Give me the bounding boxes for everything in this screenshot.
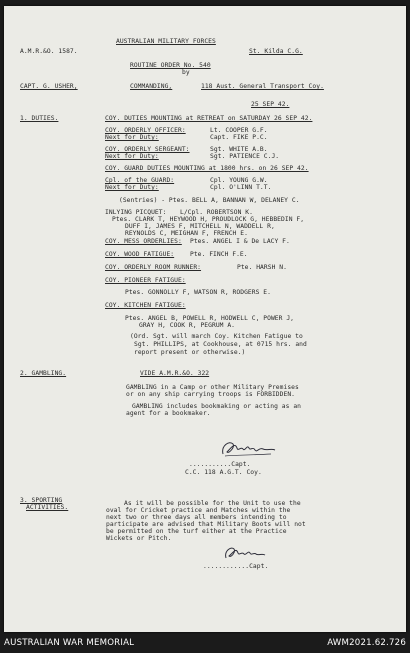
order-date: 25 SEP 42.	[251, 101, 290, 108]
next-for-duty-2-label: Next for Duty:	[105, 153, 159, 160]
next-for-duty-2-value: Sgt. PATIENCE C.J.	[210, 153, 280, 160]
next-for-duty-3-value: Cpl. O'LINN T.T.	[210, 184, 272, 191]
sporting-line-1: As it will be possible for the Unit to use the	[124, 500, 301, 507]
picquet-line-3: REYNOLDS C, MEIGHAN F, FRENCH E.	[125, 230, 248, 237]
signature-1-unit: C.C. 118 A.G.T. Coy.	[185, 469, 262, 476]
orderly-room-runner-value: Pte. HARSH N.	[237, 264, 287, 271]
orderly-sergeant-value: Sgt. WHITE A.B.	[210, 146, 268, 153]
duties-heading: 1. DUTIES.	[20, 115, 59, 122]
orderly-officer-value: Lt. COOPER G.F.	[210, 127, 268, 134]
coy-duties-line: COY. DUTIES MOUNTING at RETREAT on SATURDAY 26 SEP 42.	[105, 115, 313, 122]
sporting-line-6: Wickets or Pitch.	[106, 535, 172, 542]
inlying-picquet-label: INLYING PICQUET:	[105, 209, 167, 216]
gambling-line-4: agent for a bookmaker.	[126, 410, 211, 417]
gambling-heading: 2. GAMBLING.	[20, 370, 67, 377]
sporting-heading-2: ACTIVITIES.	[26, 504, 69, 511]
location: St. Kilda C.G.	[249, 48, 303, 55]
document-page	[4, 6, 406, 632]
commanding-label: COMMANDING,	[130, 83, 173, 90]
cpl-guard-label: Cpl. of the GUARD:	[105, 177, 175, 184]
next-for-duty-3-label: Next for Duty:	[105, 184, 159, 191]
guard-duties-line: COY. GUARD DUTIES MOUNTING at 1800 hrs. on 26 SEP 42.	[105, 165, 309, 172]
kitchen-fatigue-line-1: Ptes. ANGEL B, POWELL R, HODWELL C, POWER J,	[125, 315, 295, 322]
inlying-picquet-value: L/Cpl. ROBERTSON K.	[180, 209, 253, 216]
note-line-3: report present or otherwise.)	[134, 349, 246, 356]
order-number: ROUTINE ORDER No. 540	[130, 62, 211, 69]
vide-reference: VIDE A.M.R.&O. 322	[140, 370, 210, 377]
orderly-room-runner-label: COY. ORDERLY ROOM RUNNER:	[105, 264, 202, 271]
orderly-sergeant-label: COY. ORDERLY SERGEANT:	[105, 146, 190, 153]
cpl-guard-value: Cpl. YOUNG G.W.	[210, 177, 268, 184]
footer-accession-number: AWM2021.62.726	[327, 638, 406, 648]
orderly-officer-label: COY. ORDERLY OFFICER:	[105, 127, 186, 134]
picquet-line-2: DUFF I, JAMES F, MITCHELL N, WADDELL R,	[125, 223, 275, 230]
signature-1-line: ...........Capt.	[189, 461, 251, 468]
sporting-heading-1: 3. SPORTING	[20, 497, 63, 504]
unit-name: 118 Aust. General Transport Coy.	[201, 83, 324, 90]
signature-2	[222, 544, 268, 564]
footer-institution: AUSTRALIAN WAR MEMORIAL	[4, 638, 135, 648]
signature-1	[219, 438, 279, 460]
sporting-line-4: participate are advised that Military Boots will not	[106, 521, 306, 528]
kitchen-fatigue-label: COY. KITCHEN FATIGUE:	[105, 302, 186, 309]
commander-name: CAPT. G. USHER,	[20, 83, 78, 90]
sporting-line-2: oval for Cricket practice and Matches within the	[106, 507, 291, 514]
note-line-2: Sgt. PHILLIPS, at Cookhouse, at 0715 hrs. and	[134, 341, 307, 348]
signature-2-line: ............Capt.	[203, 563, 269, 570]
pioneer-fatigue-value: Ptes. GONNOLLY F, WATSON R, RODGERS E.	[125, 289, 271, 296]
document-title: AUSTRALIAN MILITARY FORCES	[116, 38, 216, 45]
by-text: by	[182, 69, 190, 76]
next-for-duty-1-label: Next for Duty:	[105, 134, 159, 141]
note-line-1: (Ord. Sgt. will march Coy. Kitchen Fatigue to	[130, 333, 303, 340]
wood-fatigue-value: Pte. FINCH F.E.	[190, 251, 248, 258]
kitchen-fatigue-line-2: GRAY H, COOK R, PEGRUM A.	[139, 322, 236, 329]
picquet-line-1: Ptes. CLARK T, HEYWOOD H, PROUDLOCK G, HEBBEDIN F,	[112, 216, 305, 223]
gambling-line-3: GAMBLING includes bookmaking or acting as an	[132, 403, 302, 410]
sentries-line: (Sentries) - Ptes. BELL A, BANNAN W, DELANEY C.	[119, 197, 300, 204]
mess-orderlies-label: COY. MESS ORDERLIES:	[105, 238, 182, 245]
mess-orderlies-value: Ptes. ANGEL I & De LACY F.	[190, 238, 290, 245]
pioneer-fatigue-label: COY. PIONEER FATIGUE:	[105, 277, 186, 284]
footer-bar	[0, 634, 410, 653]
gambling-line-1: GAMBLING in a Camp or other Military Premises	[126, 384, 299, 391]
sporting-line-5: be permitted on the turf either at the Practice	[106, 528, 287, 535]
wood-fatigue-label: COY. WOOD FATIGUE:	[105, 251, 175, 258]
sporting-line-3: next two or three days all members intending to	[106, 514, 287, 521]
amr-reference: A.M.R.&O. 1587.	[20, 48, 78, 55]
next-for-duty-1-value: Capt. FIKE P.C.	[210, 134, 268, 141]
gambling-line-2: or on any ship carrying troops is FORBIDDEN.	[126, 391, 296, 398]
